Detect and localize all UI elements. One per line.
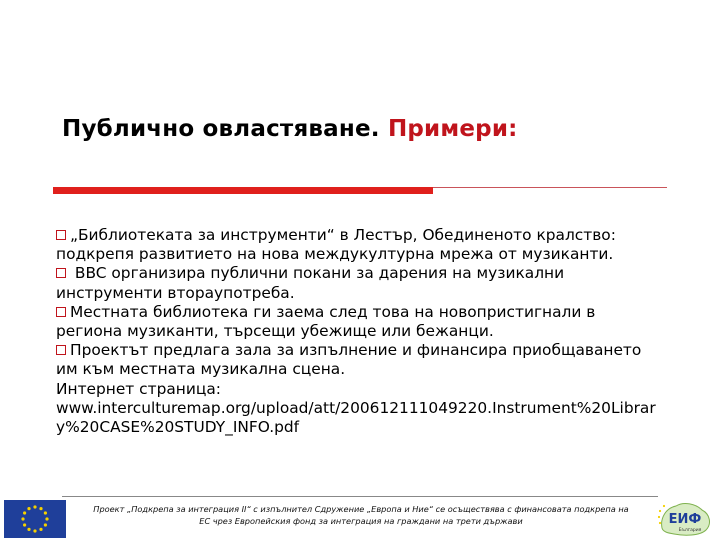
website-url[interactable]: www.interculturemap.org/upload/att/200612111049220.Instrument%20Library%20CASE%20STUDY_INFO.pdf	[56, 398, 656, 437]
bullet-item-3: Местната библиотека ги заема след това на новопристигнали в региона музиканти, търсещи убежище или бежанци.	[56, 302, 596, 341]
eif-logo-icon	[654, 498, 716, 538]
square-bullet-icon	[56, 230, 66, 240]
slide-body	[56, 226, 666, 437]
square-bullet-icon	[56, 345, 66, 355]
square-bullet-icon	[56, 268, 66, 278]
footer	[0, 496, 720, 540]
square-bullet-icon	[56, 307, 66, 317]
bullet-item-1: „Библиотеката за инструменти“ в Лестър, Обединеното кралство: подкрепя развитието на нова междукултурна мрежа от музиканти.	[56, 226, 616, 264]
title-main: Публично овластяване.	[62, 116, 380, 142]
footer-funding-text: Проект „Подкрепа за интеграция II“ с изпълнител Сдружение „Европа и Ние“ се осъществява с финансовата подкрепа на ЕС чрез Европейския фонд за интеграция на граждани на трети държави	[93, 504, 629, 526]
bullet-item-2: BBC организира публични покани за дарения на музикални инструменти вторaупотреба.	[56, 264, 565, 302]
slide-title	[62, 116, 518, 142]
title-accent: Примери:	[387, 116, 518, 142]
website-label: Интернет страница:	[56, 379, 221, 398]
bullet-item-4: Проектът предлага зала за изпълнение и финансира приобщаването им към местната музикална сцена.	[56, 341, 642, 379]
footer-divider	[62, 496, 658, 497]
svg-text:ЕИФ: ЕИФ	[668, 512, 702, 527]
title-rule-thick	[53, 187, 433, 194]
eu-flag-icon	[4, 500, 66, 538]
title-rule-thin	[433, 187, 667, 188]
svg-text:България: България	[678, 528, 702, 533]
